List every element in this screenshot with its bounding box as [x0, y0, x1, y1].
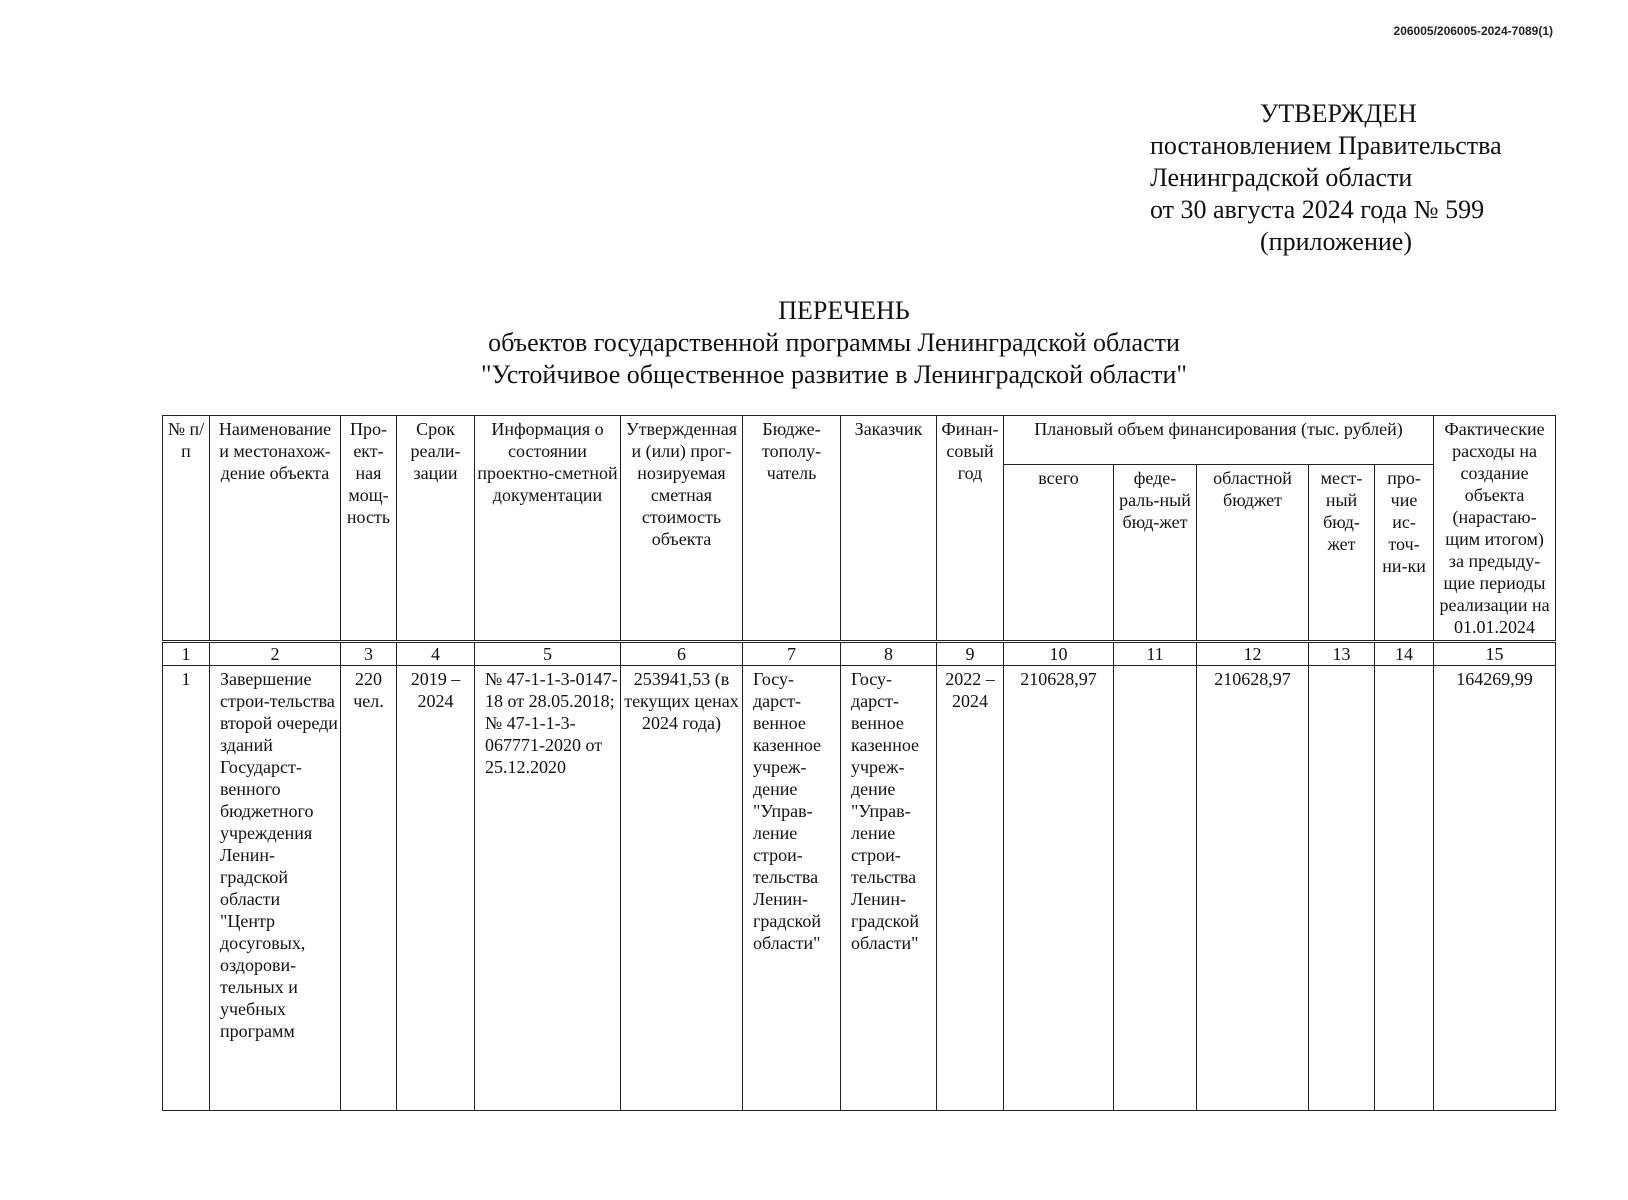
column-number: 6	[621, 642, 743, 666]
document-number: 206005/206005-2024-7089(1)	[1393, 24, 1553, 38]
column-number: 10	[1004, 642, 1114, 666]
header-cell: Фактические расходы на создание объекта (нарастаю-щим итогом) за предыду-щие периоды реализации на 01.01.2024	[1434, 416, 1556, 642]
approval-line-5: (приложение)	[1260, 227, 1413, 256]
column-number: 13	[1309, 642, 1375, 666]
approval-line-3: Ленинградской области	[1150, 163, 1413, 192]
federal-budget-cell	[1114, 666, 1197, 1111]
document-subtitle-1: объектов государственной программы Ленинградской области	[488, 328, 1180, 357]
column-number: 2	[210, 642, 341, 666]
table-row	[163, 666, 1556, 1111]
column-number: 15	[1434, 642, 1556, 666]
estimated-cost-cell: 253941,53 (в текущих ценах 2024 года)	[621, 666, 743, 1111]
column-number: 1	[163, 642, 210, 666]
approval-line-2: постановлением Правительства	[1150, 131, 1502, 160]
row-number-cell: 1	[163, 666, 210, 1111]
local-budget-cell	[1309, 666, 1375, 1111]
header-cell: областной бюджет	[1197, 465, 1309, 642]
approval-block	[1150, 98, 1550, 258]
column-number: 5	[475, 642, 621, 666]
document-title: ПЕРЕЧЕНЬ	[778, 296, 910, 325]
total-cell: 210628,97	[1004, 666, 1114, 1111]
column-number: 9	[937, 642, 1004, 666]
document-subtitle-2: "Устойчивое общественное развитие в Ленинградской области"	[480, 360, 1188, 389]
objects-table	[162, 415, 1556, 1111]
header-cell: Информация о состоянии проектно-сметной документации	[475, 416, 621, 642]
column-number: 8	[841, 642, 937, 666]
column-number-row	[163, 642, 1556, 666]
actual-expenses-cell: 164269,99	[1434, 666, 1556, 1111]
header-cell: про-чие ис-точ-ни-ки	[1375, 465, 1434, 642]
financial-year-cell: 2022 – 2024	[937, 666, 1004, 1111]
header-cell: Финан-совый год	[937, 416, 1004, 642]
header-cell: всего	[1004, 465, 1114, 642]
regional-budget-cell: 210628,97	[1197, 666, 1309, 1111]
column-number: 7	[743, 642, 841, 666]
header-cell: № п/п	[163, 416, 210, 642]
header-row	[163, 416, 1556, 465]
approval-line-4: от 30 августа 2024 года № 599	[1150, 195, 1485, 224]
approval-heading: УТВЕРЖДЕН	[1260, 99, 1417, 128]
header-cell: Утвержденная и (или) прог-нозируемая сметная стоимость объекта	[621, 416, 743, 642]
column-number: 14	[1375, 642, 1434, 666]
object-name-cell: Завершение строи-тельства второй очереди зданий Государст-венного бюджетного учреждения Ленин-градской области "Центр досуговых, оздорови-тельных и учебных программ	[210, 666, 341, 1111]
header-cell: феде-раль-ный бюд-жет	[1114, 465, 1197, 642]
period-cell: 2019 – 2024	[397, 666, 475, 1111]
header-cell: Заказчик	[841, 416, 937, 642]
header-cell: Про-ект-ная мощ-ность	[341, 416, 397, 642]
header-cell: мест-ный бюд-жет	[1309, 465, 1375, 642]
capacity-cell: 220 чел.	[341, 666, 397, 1111]
column-number: 12	[1197, 642, 1309, 666]
header-cell: Наименование и местонахож-дение объекта	[210, 416, 341, 642]
column-number: 11	[1114, 642, 1197, 666]
other-sources-cell	[1375, 666, 1434, 1111]
header-cell: Срок реали-зации	[397, 416, 475, 642]
budget-recipient-cell: Госу-дарст-венное казенное учреж-дение "Управ-ление строи-тельства Ленин-градской области"	[743, 666, 841, 1111]
header-cell-planned-financing: Плановый объем финансирования (тыс. рублей)	[1004, 416, 1434, 465]
customer-cell: Госу-дарст-венное казенное учреж-дение "Управ-ление строи-тельства Ленин-градской области"	[841, 666, 937, 1111]
column-number: 3	[341, 642, 397, 666]
column-number: 4	[397, 642, 475, 666]
documentation-cell: № 47-1-1-3-0147-18 от 28.05.2018; № 47-1-1-3-067771-2020 от 25.12.2020	[475, 666, 621, 1111]
header-cell: Бюдже-тополу-чатель	[743, 416, 841, 642]
